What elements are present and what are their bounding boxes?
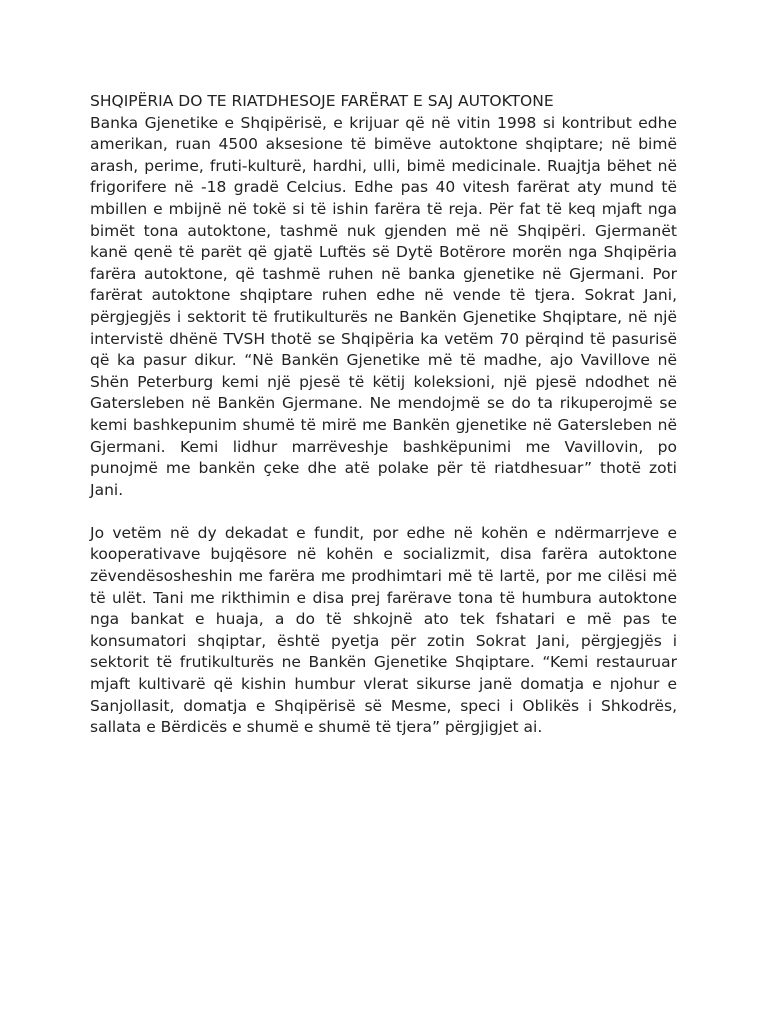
document-page xyxy=(90,91,677,739)
article-title: SHQIPËRIA DO TE RIATDHESOJE FARËRAT E SAJ AUTOKTONE xyxy=(90,92,554,110)
article-paragraph-1: Banka Gjenetike e Shqipërisë, e krijuar që në vitin 1998 si kontribut edhe amerikan, ruan 4500 aksesione të bimëve autoktone shqiptare; në bimë arash, perime, fruti-kulturë, hardhi, ulli, bimë medicinale. Ruajtja bëhet në frigorifere në -18 gradë Celcius. Edhe pas 40 vitesh farërat aty mund të mbillen e mbijnë në tokë si të ishin farëra të reja. Për fat të keq mjaft nga bimët tona autoktone, tashmë nuk gjenden më në Shqipëri. Gjermanët kanë qenë të parët që gjatë Luftës së Dytë Botërore morën nga Shqipëria farëra autoktone, që tashmë ruhen në banka gjenetike në Gjermani. Por farërat autoktone shqiptare ruhen edhe në vende të tjera. Sokrat Jani, përgjegjës i sektorit të frutikulturës ne Bankën Gjenetike Shqiptare, në një intervistë dhënë TVSH thotë se Shqipëria ka vetëm 70 përqind të pasurisë që ka pasur dikur. “Në Bankën Gjenetike më të madhe, ajo Vavillove në Shën Peterburg kemi një pjesë të këtij koleksioni, një pjesë ndodhet në Gatersleben në Bankën Gjermane. Ne mendojmë se do ta rikuperojmë se kemi bashkepunim shumë të mirë me Bankën gjenetike në Gatersleben në Gjermani. Kemi lidhur marrëveshje bashkëpunimi me Vavillovin, po punojmë me bankën çeke dhe atë polake për të riatdhesuar” thotë zoti Jani. xyxy=(90,113,677,499)
article-paragraph-2: Jo vetëm në dy dekadat e fundit, por edhe në kohën e ndërmarrjeve e kooperativave bujqësore në kohën e socializmit, disa farëra autoktone zëvendësosheshin me farëra me prodhimtari më të lartë, por me cilësi më të ulët. Tani me rikthimin e disa prej farërave tona të humbura autoktone nga bankat e huaja, a do të shkojnë ato tek fshatari e më pas te konsumatori shqiptar, është pyetja për zotin Sokrat Jani, përgjegjës i sektorit të frutikulturës ne Bankën Gjenetike Shqiptare. “Kemi restauruar mjaft kultivarë që kishin humbur vlerat sikurse janë domatja e njohur e Sanjollasit, domatja e Shqipërisë së Mesme, speci i Oblikës i Shkodrës, sallata e Bërdicës e shumë e shumë të tjera” përgjigjet ai. xyxy=(90,523,677,737)
